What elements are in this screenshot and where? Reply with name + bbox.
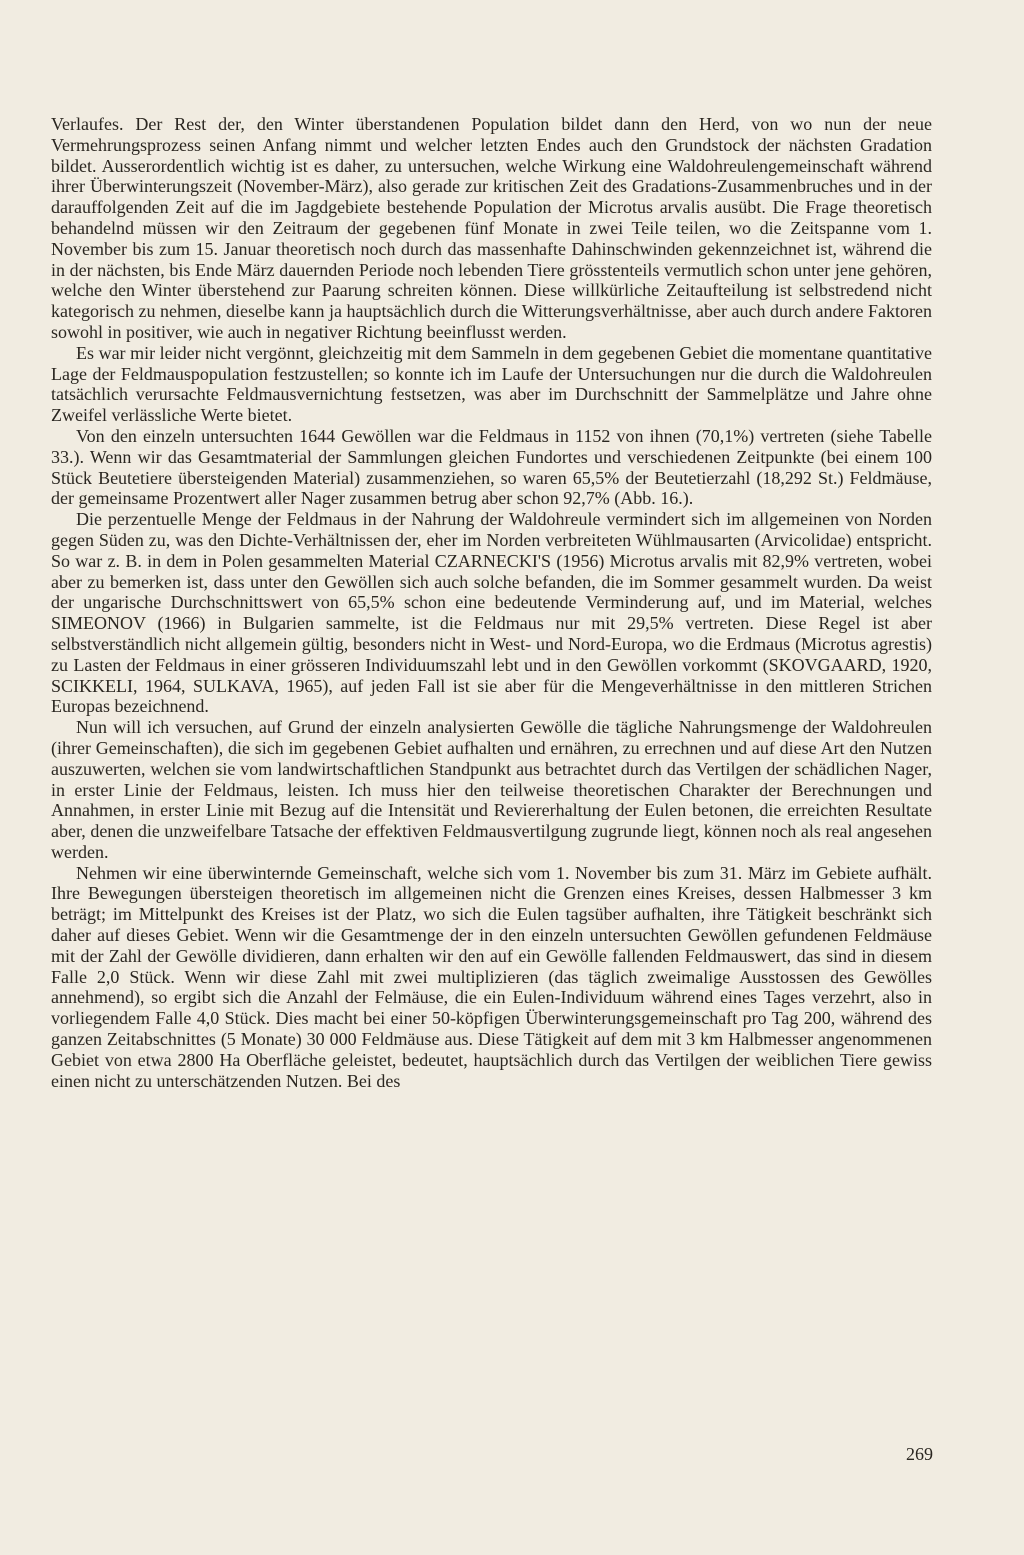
- paragraph-5: Nun will ich versuchen, auf Grund der einzeln analysierten Gewölle die tägliche Nahrungsmenge der Waldohreulen (ihrer Gemeinschaften), die sich im gegebenen Gebiet aufhalten und ernähren, zu errechnen und auf diese Art den Nutzen auszuwerten, welchen sie vom landwirtschaftlichen Standpunkt aus betrachtet durch das Vertilgen der schädlichen Nager, in erster Linie der Feldmaus, leisten. Ich muss hier den teilweise theoretischen Charakter der Berechnungen und Annahmen, in erster Linie mit Bezug auf die Intensität und Reviererhaltung der Eulen betonen, die erreichten Resultate aber, denen die unzweifelbare Tatsache der effektiven Feldmausvertilgung zugrunde liegt, können noch als real angesehen werden.: [51, 717, 932, 862]
- paragraph-6: Nehmen wir eine überwinternde Gemeinschaft, welche sich vom 1. November bis zum 31. März im Gebiete aufhält. Ihre Bewegungen übersteigen theoretisch im allgemeinen nicht die Grenzen eines Kreises, dessen Halbmesser 3 km beträgt; im Mittelpunkt des Kreises ist der Platz, wo sich die Eulen tagsüber aufhalten, ihre Tätigkeit beschränkt sich daher auf dieses Gebiet. Wenn wir die Gesamtmenge der in den einzeln untersuchten Gewöllen gefundenen Feldmäuse mit der Zahl der Gewölle dividieren, dann erhalten wir den auf ein Gewölle fallenden Feldmauswert, das sind in diesem Falle 2,0 Stück. Wenn wir diese Zahl mit zwei multiplizieren (das täglich zweimalige Ausstossen des Gewölles annehmend), so ergibt sich die Anzahl der Felmäuse, die ein Eulen-Individuum während eines Tages verzehrt, also in vorliegendem Falle 4,0 Stück. Dies macht bei einer 50-köpfigen Überwinterungsgemeinschaft pro Tag 200, während des ganzen Zeitabschnittes (5 Monate) 30 000 Feldmäuse aus. Diese Tätigkeit auf dem mit 3 km Halbmesser angenommenen Gebiet von etwa 2800 Ha Oberfläche geleistet, bedeutet, hauptsächlich durch das Vertilgen der weiblichen Tiere gewiss einen nicht zu unterschätzenden Nutzen. Bei des: [51, 862, 932, 1091]
- body-text: [51, 114, 932, 1091]
- paragraph-4: Die perzentuelle Menge der Feldmaus in der Nahrung der Waldohreule vermindert sich im allgemeinen von Norden gegen Süden zu, was den Dichte-Verhältnissen der, eher im Norden verbreiteten Wühlmausarten (Arvicolidae) entspricht. So war z. B. in dem in Polen gesammelten Material CZARNECKI'S (1956) Microtus arvalis mit 82,9% vertreten, wobei aber zu bemerken ist, dass unter den Gewöllen sich auch solche befanden, die im Sommer gesammelt wurden. Da weist der ungarische Durchschnittswert von 65,5% schon eine bedeutende Verminderung auf, und im Material, welches SIMEONOV (1966) in Bulgarien sammelte, ist die Feldmaus nur mit 29,5% vertreten. Diese Regel ist aber selbstverständlich nicht allgemein gültig, besonders nicht in West- und Nord-Europa, wo die Erdmaus (Microtus agrestis) zu Lasten der Feldmaus in einer grösseren Individuumszahl lebt und in den Gewöllen vorkommt (SKOVGAARD, 1920, SCIKKELI, 1964, SULKAVA, 1965), auf jeden Fall ist sie aber für die Mengeverhältnisse in den mittleren Strichen Europas bezeichnend.: [51, 509, 932, 717]
- paragraph-3: Von den einzeln untersuchten 1644 Gewöllen war die Feldmaus in 1152 von ihnen (70,1%) vertreten (siehe Tabelle 33.). Wenn wir das Gesamtmaterial der Sammlungen gleichen Fundortes und verschiedenen Zeitpunkte (bei einem 100 Stück Beutetiere übersteigenden Material) zusammenziehen, so waren 65,5% der Beutetierzahl (18,292 St.) Feldmäuse, der gemeinsame Prozentwert aller Nager zusammen betrug aber schon 92,7% (Abb. 16.).: [51, 425, 932, 509]
- paragraph-1: Verlaufes. Der Rest der, den Winter überstandenen Population bildet dann den Herd, von wo nun der neue Vermehrungsprozess seinen Anfang nimmt und welcher letzten Endes auch den Grundstock der nächsten Gradation bildet. Ausserordentlich wichtig ist es daher, zu untersuchen, welche Wirkung eine Waldohreulengemeinschaft während ihrer Überwinterungszeit (November-März), also gerade zur kritischen Zeit des Gradations-Zusammenbruches und in der darauffolgenden Zeit auf die im Jagdgebiete bestehende Population der Microtus arvalis ausübt. Die Frage theoretisch behandelnd müssen wir den Zeitraum der gegebenen fünf Monate in zwei Teile teilen, wo die Zeitspanne vom 1. November bis zum 15. Januar theoretisch noch durch das massenhafte Dahinschwinden gekennzeichnet ist, während die in der nächsten, bis Ende März dauernden Periode noch lebenden Tiere grösstenteils vermutlich schon unter jene gehören, welche den Winter überstehend zur Paarung schreiten können. Diese willkürliche Zeitaufteilung ist selbstredend nicht kategorisch zu nehmen, dieselbe kann ja hauptsächlich durch die Witterungsverhältnisse, aber auch durch andere Faktoren sowohl in positiver, wie auch in negativer Richtung beeinflusst werden.: [51, 114, 932, 342]
- paragraph-2: Es war mir leider nicht vergönnt, gleichzeitig mit dem Sammeln in dem gegebenen Gebiet die momentane quantitative Lage der Feldmauspopulation festzustellen; so konnte ich im Laufe der Untersuchungen nur die durch die Waldohreulen tatsächlich verursachte Feldmausvernichtung festsetzen, was aber im Durchschnitt der Sammelplätze und Jahre ohne Zweifel verlässliche Werte bietet.: [51, 342, 932, 426]
- page-number: 269: [906, 1444, 933, 1464]
